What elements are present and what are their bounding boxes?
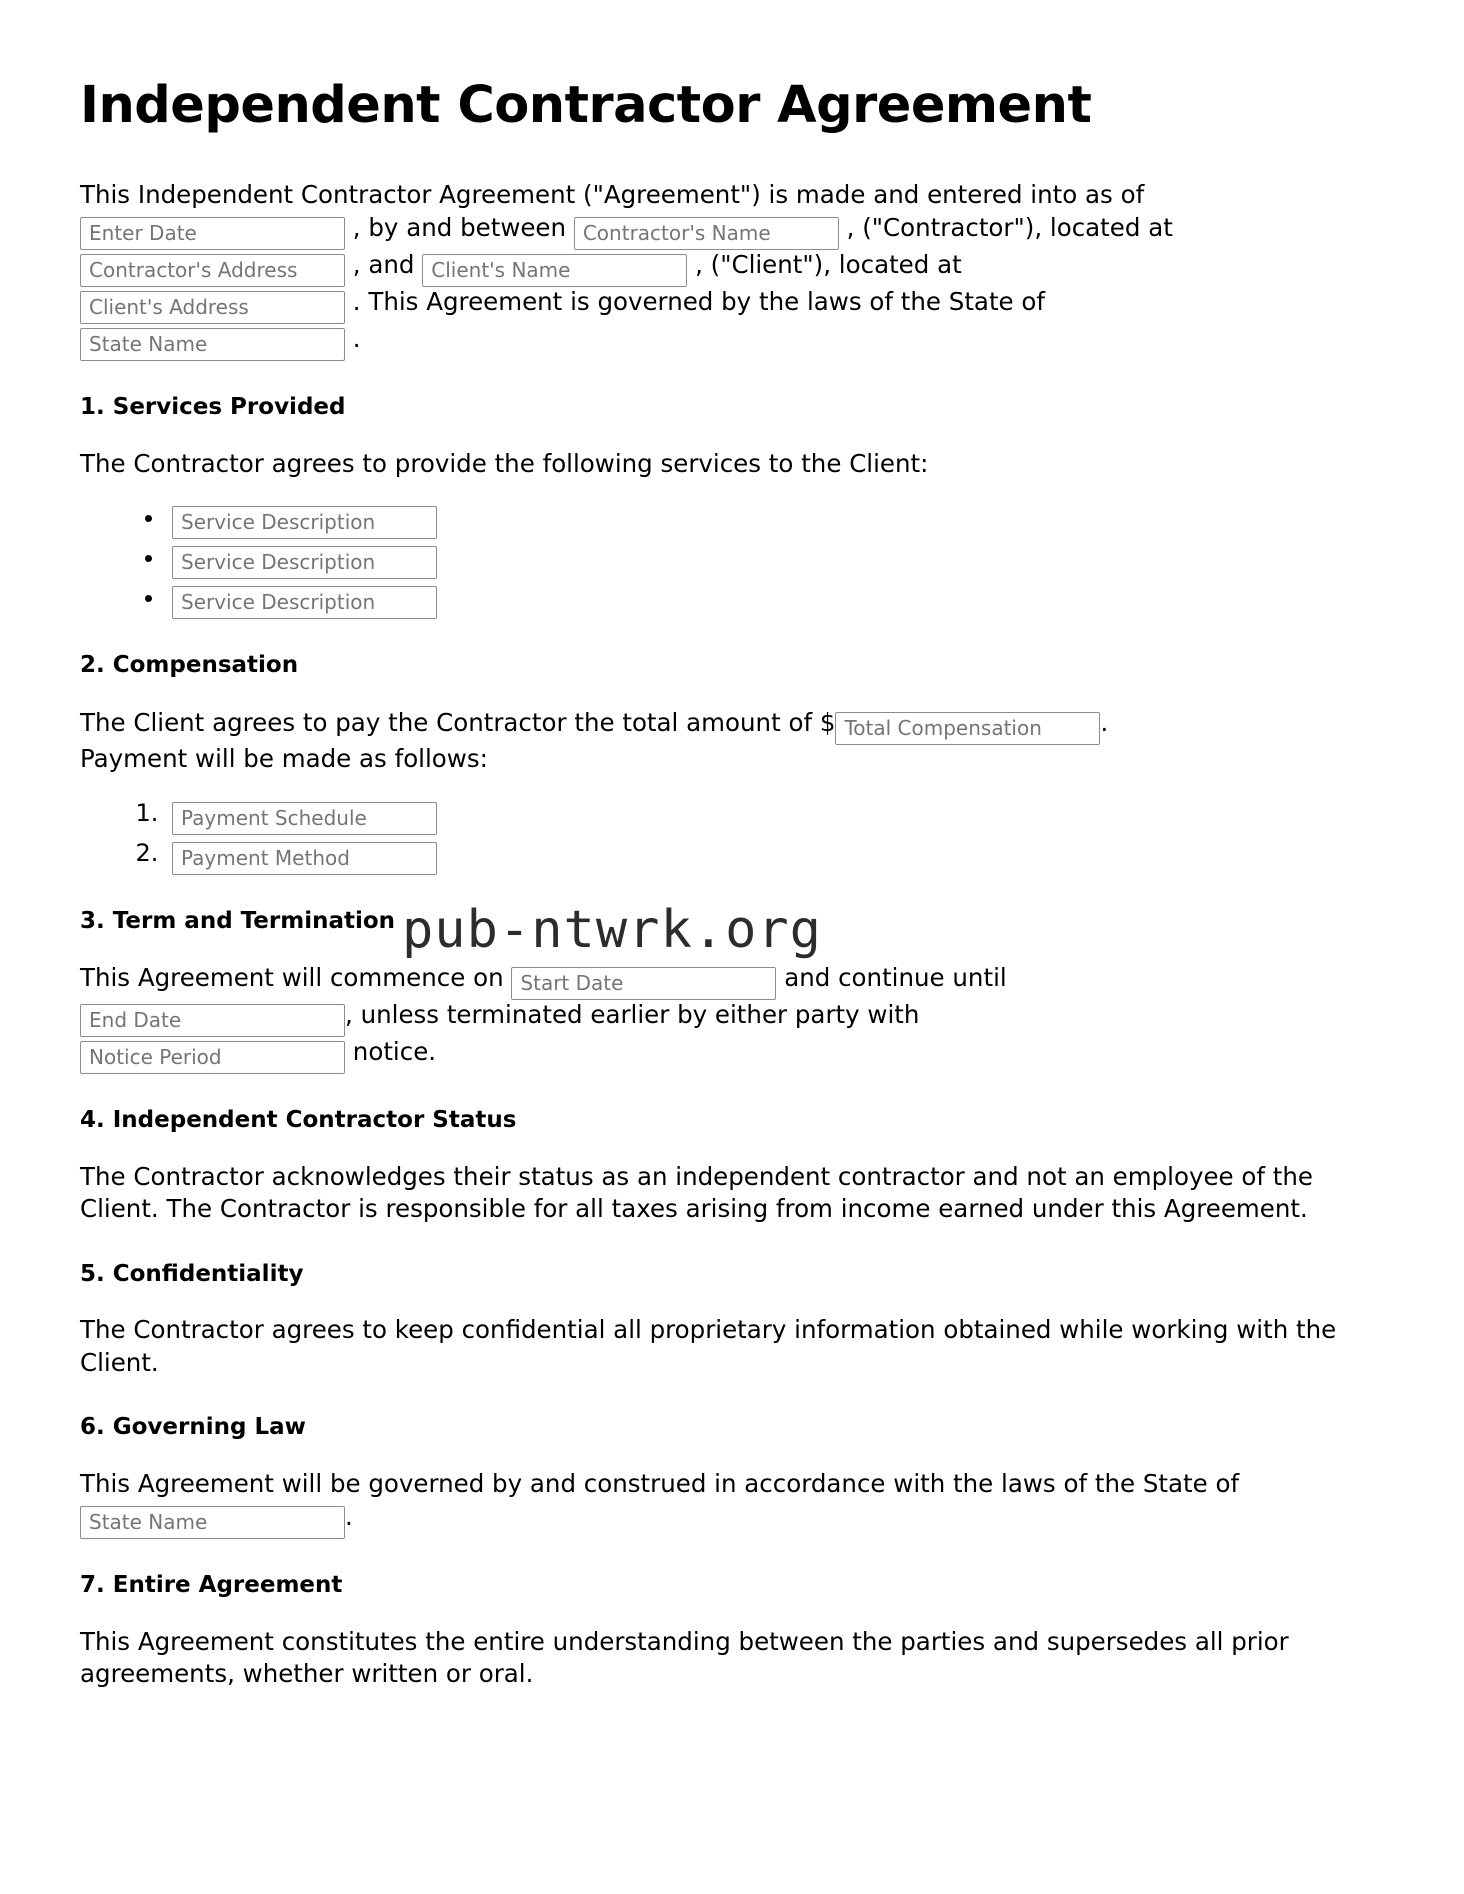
heading-entire-agreement: 7. Entire Agreement	[80, 1572, 343, 1599]
status-body-text: The Contractor acknowledges their status as an independent contractor and not an employee of the Client. The Contractor is responsible for all taxes arising from income earned under this Agreement.	[80, 1162, 1313, 1224]
intro-text-5: , ("Client"), located at	[695, 250, 962, 280]
service-description-field-3[interactable]	[172, 586, 437, 619]
intro-text-1: This Independent Contractor Agreement ("Agreement") is made and entered into as of	[80, 180, 1145, 210]
list-item	[166, 580, 1384, 617]
governing-law-paragraph	[80, 1468, 1384, 1537]
term-text-2: and continue until	[784, 963, 1007, 993]
notice-period-field[interactable]	[80, 1041, 345, 1074]
total-compensation-field[interactable]	[835, 712, 1100, 745]
compensation-text-line2: Payment will be made as follows:	[80, 744, 488, 774]
payment-list	[80, 796, 1384, 873]
confidentiality-body-text: The Contractor agrees to keep confidential all proprietary information obtained while working with the Client.	[80, 1315, 1337, 1377]
compensation-text-after: .	[1100, 708, 1109, 738]
site-watermark: pub-ntwrk.org	[402, 900, 822, 960]
date-field[interactable]	[80, 217, 345, 250]
heading-governing-law: 6. Governing Law	[80, 1414, 306, 1441]
term-paragraph	[80, 961, 1384, 1072]
list-item	[166, 540, 1384, 577]
payment-schedule-field[interactable]	[172, 802, 437, 835]
list-item	[166, 500, 1384, 537]
heading-confidentiality: 5. Confidentiality	[80, 1260, 304, 1287]
compensation-paragraph	[80, 706, 1384, 775]
intro-text-7: .	[352, 324, 361, 354]
client-address-field[interactable]	[80, 291, 345, 324]
compensation-text-before: The Client agrees to pay the Contractor the total amount of $	[80, 708, 836, 738]
payment-method-field[interactable]	[172, 842, 437, 875]
intro-text-4: , and	[352, 250, 415, 280]
state-name-field[interactable]	[80, 328, 345, 361]
service-description-field-1[interactable]	[172, 506, 437, 539]
client-name-field[interactable]	[422, 254, 687, 287]
page-title: Independent Contractor Agreement	[80, 76, 1092, 135]
services-intro-text: The Contractor agrees to provide the following services to the Client:	[80, 449, 929, 479]
entire-agreement-body-text: This Agreement constitutes the entire understanding between the parties and supersedes all prior agreements, whether written or oral.	[80, 1626, 1289, 1689]
heading-term-and-termination: 3. Term and Termination	[80, 907, 396, 934]
end-date-field[interactable]	[80, 1004, 345, 1037]
term-text-1: This Agreement will commence on	[80, 963, 504, 993]
governing-state-name-field[interactable]	[80, 1506, 345, 1539]
term-text-4: notice.	[352, 1037, 437, 1067]
intro-text-2: , by and between	[352, 213, 567, 243]
contractor-address-field[interactable]	[80, 254, 345, 287]
intro-text-3: , ("Contractor"), located at	[846, 213, 1173, 243]
services-list	[80, 500, 1384, 617]
contractor-name-field[interactable]	[574, 217, 839, 250]
heading-compensation: 2. Compensation	[80, 652, 299, 679]
start-date-field[interactable]	[511, 967, 776, 1000]
intro-paragraph	[80, 179, 1384, 359]
governing-law-text-before: This Agreement will be governed by and construed in accordance with the laws of the State of	[80, 1468, 1240, 1498]
list-item	[166, 796, 1384, 833]
term-text-3: , unless terminated earlier by either party with	[345, 1000, 920, 1030]
heading-services-provided: 1. Services Provided	[80, 394, 346, 421]
governing-law-text-after: .	[345, 1502, 353, 1532]
heading-independent-contractor-status: 4. Independent Contractor Status	[80, 1107, 517, 1134]
intro-text-6: . This Agreement is governed by the laws of the State of	[352, 287, 1046, 317]
list-item	[166, 836, 1384, 873]
service-description-field-2[interactable]	[172, 546, 437, 579]
